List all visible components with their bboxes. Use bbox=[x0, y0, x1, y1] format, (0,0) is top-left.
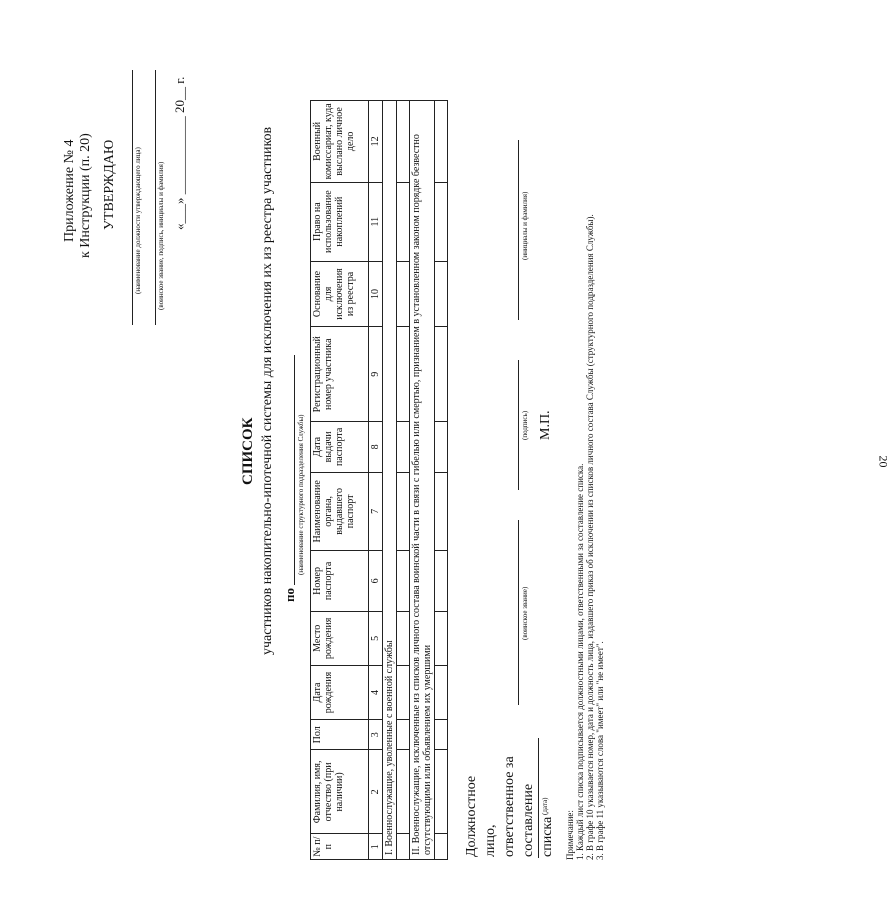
notes-title: Примечание: bbox=[565, 810, 575, 860]
note-item: 2. В графе 10 указывается номер, дата и должность лица, издавшего приказ об исключении из списков личного состава Службы (структурного подразделения Службы). bbox=[585, 214, 595, 860]
col-number: 5 bbox=[369, 611, 383, 665]
col-number: 3 bbox=[369, 720, 383, 750]
col-header: Наименование органа, выдавшего паспорт bbox=[311, 472, 369, 550]
rank-caption: (воинское звание, подпись, инициалы и фамилия) bbox=[157, 161, 165, 310]
rotated-page bbox=[50, 40, 610, 880]
col-header: Дата рождения bbox=[311, 665, 369, 719]
col-number: 7 bbox=[369, 472, 383, 550]
appendix-label: Приложение № 4 bbox=[62, 139, 77, 242]
col-number: 10 bbox=[369, 261, 383, 327]
col-header: Дата выдачи паспорта bbox=[311, 422, 369, 473]
col-number: 2 bbox=[369, 750, 383, 834]
participants-table bbox=[310, 100, 448, 860]
list-title: СПИСОК bbox=[240, 417, 256, 485]
section-1: I. Военнослужащие, уволенные с военной службы bbox=[383, 101, 397, 860]
position-caption: (наименование должности утверждающего лица) bbox=[134, 147, 142, 294]
page-number: 20 bbox=[876, 455, 891, 468]
signature-field: (подпись) bbox=[521, 410, 529, 440]
col-number: 4 bbox=[369, 665, 383, 719]
rank-field: (воинское звание) bbox=[521, 586, 529, 640]
name-field: (инициалы и фамилия) bbox=[521, 191, 529, 260]
po-label: по bbox=[282, 588, 297, 602]
list-subtitle: участников накопительно-ипотечной системы для исключения их из реестра участников bbox=[260, 126, 275, 655]
col-header: Место рождения bbox=[311, 611, 369, 665]
col-header: Военный комиссариат, куда выслано личное дело bbox=[311, 101, 369, 183]
col-header: Пол bbox=[311, 720, 369, 750]
unit-caption: (наименование структурного подразделения Службы) bbox=[297, 414, 305, 575]
note-item: 1. Каждый лист списка подписывается должностными лицами, ответственными за составление списка. bbox=[575, 463, 585, 860]
col-number: 11 bbox=[369, 182, 383, 261]
col-header: Право на использование накоплений bbox=[311, 182, 369, 261]
col-number: 12 bbox=[369, 101, 383, 183]
date-line: «___» ____________ 20__ г. bbox=[172, 76, 187, 230]
col-header: Фамилия, имя, отчество (при наличии) bbox=[311, 750, 369, 834]
col-header: Номер паспорта bbox=[311, 551, 369, 612]
note-item: 3. В графе 11 указываются слова "имеет" или "не имеет". bbox=[595, 641, 605, 860]
col-header: № п/п bbox=[311, 834, 369, 860]
col-header: Основание для исключения из реестра bbox=[311, 261, 369, 327]
responsible-label: Должностное лицо, ответственное за составление списка bbox=[464, 756, 555, 857]
section-2: II. Военнослужащие, исключенные из списков личного состава воинской части в связи с гибелью или смертью, признанием в установленном законом порядке безвестно отсутствующими или объявлением их умершими bbox=[410, 101, 435, 860]
col-number: 6 bbox=[369, 551, 383, 612]
date-field: (дата) bbox=[541, 797, 549, 815]
col-number: 9 bbox=[369, 327, 383, 422]
approve-heading: УТВЕРЖДАЮ bbox=[102, 139, 117, 230]
instruction-ref: к Инструкции (п. 20) bbox=[78, 133, 93, 258]
col-number: 8 bbox=[369, 422, 383, 473]
col-header: Регистрационный номер участника bbox=[311, 327, 369, 422]
col-number: 1 bbox=[369, 834, 383, 860]
stamp-mark: М.П. bbox=[538, 410, 553, 440]
